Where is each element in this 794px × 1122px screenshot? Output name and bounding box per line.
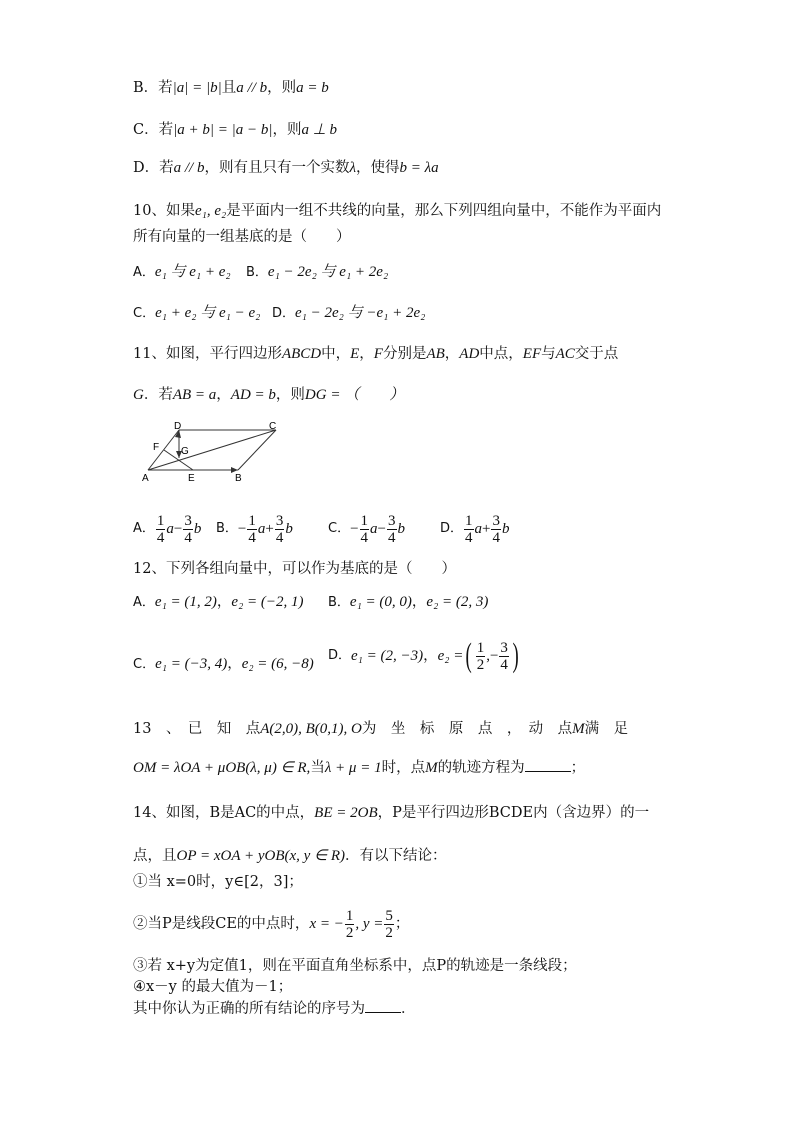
- q14-op: OP = xOA + yOB(x, y ∈ R): [176, 848, 346, 864]
- q14-text-a: 14、如图，B是AC的中点，: [133, 805, 315, 821]
- q11-d-frac2: [491, 513, 501, 546]
- q11-c-frac1: [360, 513, 370, 546]
- label-e: E: [188, 473, 195, 484]
- sign: −: [489, 648, 499, 664]
- q12-d-frac2: [499, 640, 509, 673]
- q12-c-e1: e₁ = (−3, 4): [155, 656, 228, 672]
- q14-be: BE = 2OB: [314, 805, 378, 821]
- q14-c2-frac-y: [384, 908, 394, 941]
- q11-text-e: 与: [541, 346, 556, 362]
- q10-option-d[interactable]: [272, 303, 425, 324]
- q14-ask: 其中你认为正确的所有结论的序号为: [133, 1001, 365, 1017]
- q9-b-par: a // b: [236, 80, 268, 96]
- num: 1: [345, 907, 354, 924]
- q11-a-frac2: [183, 513, 193, 546]
- q13-equation: OM = λOA + μOB(λ, μ) ∈ R,: [133, 760, 311, 776]
- q10-option-c[interactable]: [133, 303, 260, 324]
- q11-ab: AB: [426, 346, 445, 362]
- q11-b-frac1: [247, 513, 257, 546]
- label-c: C: [269, 421, 277, 432]
- q9-d-par: a // b: [173, 160, 205, 176]
- q14-question: [133, 998, 416, 1019]
- q11-ab-eq: AB = a: [172, 387, 217, 403]
- q12-option-a[interactable]: [133, 592, 304, 613]
- label-g: G: [181, 446, 189, 457]
- q11-text-c: 分别是: [382, 346, 427, 362]
- q12-a-e1: e₁ = (1, 2): [154, 594, 217, 610]
- q10-c-expr: e₁ + e₂ 与 e₁ − e₂: [155, 305, 261, 321]
- q11-option-d[interactable]: [440, 512, 509, 546]
- op: +: [482, 521, 491, 537]
- q13-m2: M: [425, 760, 438, 776]
- label-d: D: [174, 421, 182, 432]
- q14-conclusion-4: ④x－y 的最大值为－1；: [133, 979, 293, 995]
- q13-text-f: 的轨迹方程为: [437, 760, 525, 776]
- q14-conclusion-3: ③若 x+y为定值1，则在平面直角坐标系中，点P的轨迹是一条线段；: [133, 958, 577, 974]
- q13-text-b: 为 坐 标 原 点 ， 动 点: [361, 721, 573, 737]
- q14-conclusion-1: ①当 x=0时，y∈[2，3]；: [133, 874, 303, 890]
- paren-left: (: [465, 637, 473, 674]
- label-b: B: [235, 473, 242, 484]
- num: 5: [385, 907, 393, 924]
- q11-c-label: C．: [328, 521, 351, 536]
- q11-ac: AC: [555, 346, 575, 362]
- num: 3: [388, 512, 396, 529]
- den: 4: [248, 529, 256, 546]
- paren-right: ): [512, 637, 519, 674]
- q10-b-label: B．: [246, 265, 268, 280]
- q10-stem-text: 10、如果: [133, 203, 195, 219]
- q13-text-a: 13 、 已 知 点: [133, 721, 261, 737]
- q11-ad: AD: [459, 346, 480, 362]
- q11-text-a: 11、如图，平行四边形: [133, 346, 282, 362]
- q9-d-text1: ，则有且只有一个实数: [204, 160, 350, 176]
- q12-b-label: B．: [328, 595, 350, 610]
- op: −: [377, 521, 387, 537]
- den: 4: [275, 529, 284, 546]
- q11-sep2: ，: [444, 346, 460, 362]
- q14-c2-end: ；: [394, 916, 410, 932]
- q11-a-frac1: [156, 513, 166, 546]
- q10-c-label: C．: [133, 306, 156, 321]
- q9-d-lambda: λ: [349, 160, 356, 176]
- q9-c-res: a ⊥ b: [301, 122, 338, 138]
- sign: −: [237, 521, 247, 537]
- q11-stem-line2: [133, 385, 404, 405]
- num: 3: [492, 512, 500, 529]
- q12-d-label: D．: [328, 648, 352, 663]
- q11-f: F: [373, 346, 383, 362]
- q11-text-f: 交于点: [574, 346, 619, 362]
- q10-option-a[interactable]: [133, 262, 231, 283]
- q12-c-e2: e₂ = (6, −8): [241, 656, 314, 672]
- q14-conclusion-2: [133, 904, 409, 944]
- q11-dg: DG = （ ）: [304, 387, 405, 403]
- den: 4: [156, 529, 165, 546]
- vec-a: a: [370, 521, 378, 537]
- parallelogram-figure: [138, 420, 288, 486]
- q9-c-label: C．若: [133, 122, 174, 138]
- q11-text-h: ，则: [275, 387, 305, 403]
- den: 4: [388, 529, 396, 546]
- q9-b-label: B．若: [133, 80, 173, 96]
- q9-option-d[interactable]: [133, 158, 439, 178]
- sep: ，: [216, 594, 232, 610]
- q11-sep3: ，: [216, 387, 231, 403]
- q10-option-b[interactable]: [246, 262, 388, 283]
- q9-b-and: 且: [221, 80, 237, 96]
- vec-a: a: [474, 521, 483, 537]
- q11-b-label: B．: [216, 521, 238, 536]
- den: 4: [184, 529, 192, 546]
- label-a: A: [142, 473, 149, 484]
- num: 3: [500, 639, 508, 656]
- q14-stem-line1: [133, 803, 649, 823]
- op: +: [265, 521, 274, 537]
- den: 4: [500, 656, 508, 673]
- q14-stem-line2: [133, 846, 447, 866]
- q12-d-e2: e₂ =: [437, 648, 464, 664]
- q12-option-b[interactable]: [328, 592, 488, 613]
- q9-c-cond: |a + b| = |a − b|: [173, 122, 273, 138]
- vec-b: b: [193, 521, 202, 537]
- q9-d-label: D．若: [133, 160, 174, 176]
- q11-option-b[interactable]: [216, 512, 293, 546]
- q14-c2-frac-x: [345, 908, 355, 941]
- vec-b: b: [397, 521, 406, 537]
- num: 1: [248, 512, 256, 529]
- q9-option-b[interactable]: [133, 78, 329, 98]
- q12-b-e1: e₁ = (0, 0): [349, 594, 412, 610]
- q10-d-label: D．: [272, 306, 296, 321]
- den: 2: [345, 924, 354, 941]
- q14-c2-text: ②当P是线段CE的中点时，: [133, 916, 310, 932]
- num: 3: [275, 512, 284, 529]
- q11-stem-line1: [133, 344, 618, 364]
- den: 4: [492, 529, 500, 546]
- num: 1: [156, 512, 165, 529]
- q13-stem-line2: [133, 757, 585, 778]
- sep: ，: [227, 656, 242, 672]
- q9-option-c[interactable]: [133, 120, 337, 140]
- q13-points: A(2,0), B(0,1), O: [260, 721, 362, 737]
- q13-m: M: [572, 721, 585, 737]
- q10-stem-text-2: 是平面内一组不共线的向量，那么下列四组向量中，不能作为平面内: [226, 203, 662, 219]
- q11-b-frac2: [275, 513, 285, 546]
- q10-b-expr: e₁ − 2e₂ 与 e₁ + 2e₂: [267, 264, 389, 280]
- q10-a-label: A．: [133, 265, 155, 280]
- q10-vectors: e₁, e₂: [194, 203, 227, 219]
- q9-b-res: a = b: [296, 80, 329, 96]
- q14-c2-x: x = −: [309, 916, 344, 932]
- q11-option-a[interactable]: [133, 512, 201, 546]
- comma: ,: [486, 648, 490, 664]
- q11-g: G: [133, 387, 144, 403]
- q12-d-e1: e₁ = (2, −3): [351, 648, 424, 664]
- den: 4: [360, 529, 369, 546]
- q11-text-g: ．若: [143, 387, 173, 403]
- den: 2: [385, 924, 393, 941]
- q14-answer-blank[interactable]: [365, 998, 401, 1013]
- op: −: [173, 521, 183, 537]
- q13-text-e: 时，点: [381, 760, 426, 776]
- q14-text-b: ，P是平行四边形BCDE内（含边界）的一: [377, 805, 650, 821]
- num: 1: [360, 512, 369, 529]
- vec-b: b: [285, 521, 293, 537]
- vec-a: a: [166, 521, 174, 537]
- q11-a-label: A．: [133, 521, 155, 536]
- q12-option-c[interactable]: [133, 654, 314, 675]
- q9-b-cond: |a| = |b|: [172, 80, 222, 96]
- q11-option-c[interactable]: [328, 512, 405, 546]
- q11-e: E: [350, 346, 360, 362]
- num: 1: [465, 512, 473, 529]
- q12-d-frac1: [476, 640, 486, 673]
- q13-cond: λ + μ = 1: [324, 760, 382, 776]
- q12-a-label: A．: [133, 595, 155, 610]
- den: 2: [476, 656, 485, 673]
- q13-text-d: 当: [310, 760, 325, 776]
- sep: ，: [411, 594, 427, 610]
- label-f: F: [153, 442, 160, 453]
- q12-c-label: C．: [133, 657, 156, 672]
- num: 1: [476, 639, 485, 656]
- q11-ad-eq: AD = b: [230, 387, 276, 403]
- num: 3: [184, 512, 192, 529]
- q14-text-d: ．有以下结论：: [345, 848, 447, 864]
- sep: ，: [423, 648, 438, 664]
- q13-text-c: 满 足: [584, 721, 629, 737]
- q11-sep1: ，: [359, 346, 374, 362]
- q11-c-frac2: [387, 513, 397, 546]
- q9-b-then: ，则: [267, 80, 297, 96]
- q11-d-label: D．: [440, 521, 464, 536]
- q9-d-text2: ，使得: [355, 160, 400, 176]
- q11-abcd: ABCD: [281, 346, 322, 362]
- q10-stem-line2: 所有向量的一组基底的是（ ）: [133, 229, 351, 245]
- q12-b-e2: e₂ = (2, 3): [426, 594, 489, 610]
- q9-d-res: b = λa: [399, 160, 439, 176]
- sign: −: [350, 521, 359, 537]
- q14-c2-y: , y =: [355, 916, 384, 932]
- q13-end: ；: [570, 760, 586, 776]
- q9-c-then: ，则: [272, 122, 302, 138]
- q10-stem-line1: [133, 201, 661, 221]
- q14-end: ．: [401, 1001, 416, 1017]
- q12-a-e2: e₂ = (−2, 1): [231, 594, 304, 610]
- q13-stem-line1: [133, 719, 628, 739]
- vec-a: a: [257, 521, 266, 537]
- q14-text-c: 点，且: [133, 848, 177, 864]
- q11-ef: EF: [522, 346, 542, 362]
- den: 4: [465, 529, 473, 546]
- q10-a-expr: e₁ 与 e₁ + e₂: [154, 264, 231, 280]
- vec-b: b: [501, 521, 510, 537]
- q11-d-frac1: [464, 513, 474, 546]
- q13-answer-blank[interactable]: [525, 757, 571, 772]
- q12-option-d[interactable]: [328, 636, 521, 676]
- q11-text-b: 中，: [321, 346, 351, 362]
- q11-text-d: 中点，: [479, 346, 523, 362]
- q10-d-expr: e₁ − 2e₂ 与 −e₁ + 2e₂: [295, 305, 426, 321]
- q12-stem: 12、下列各组向量中，可以作为基底的是（ ）: [133, 561, 456, 577]
